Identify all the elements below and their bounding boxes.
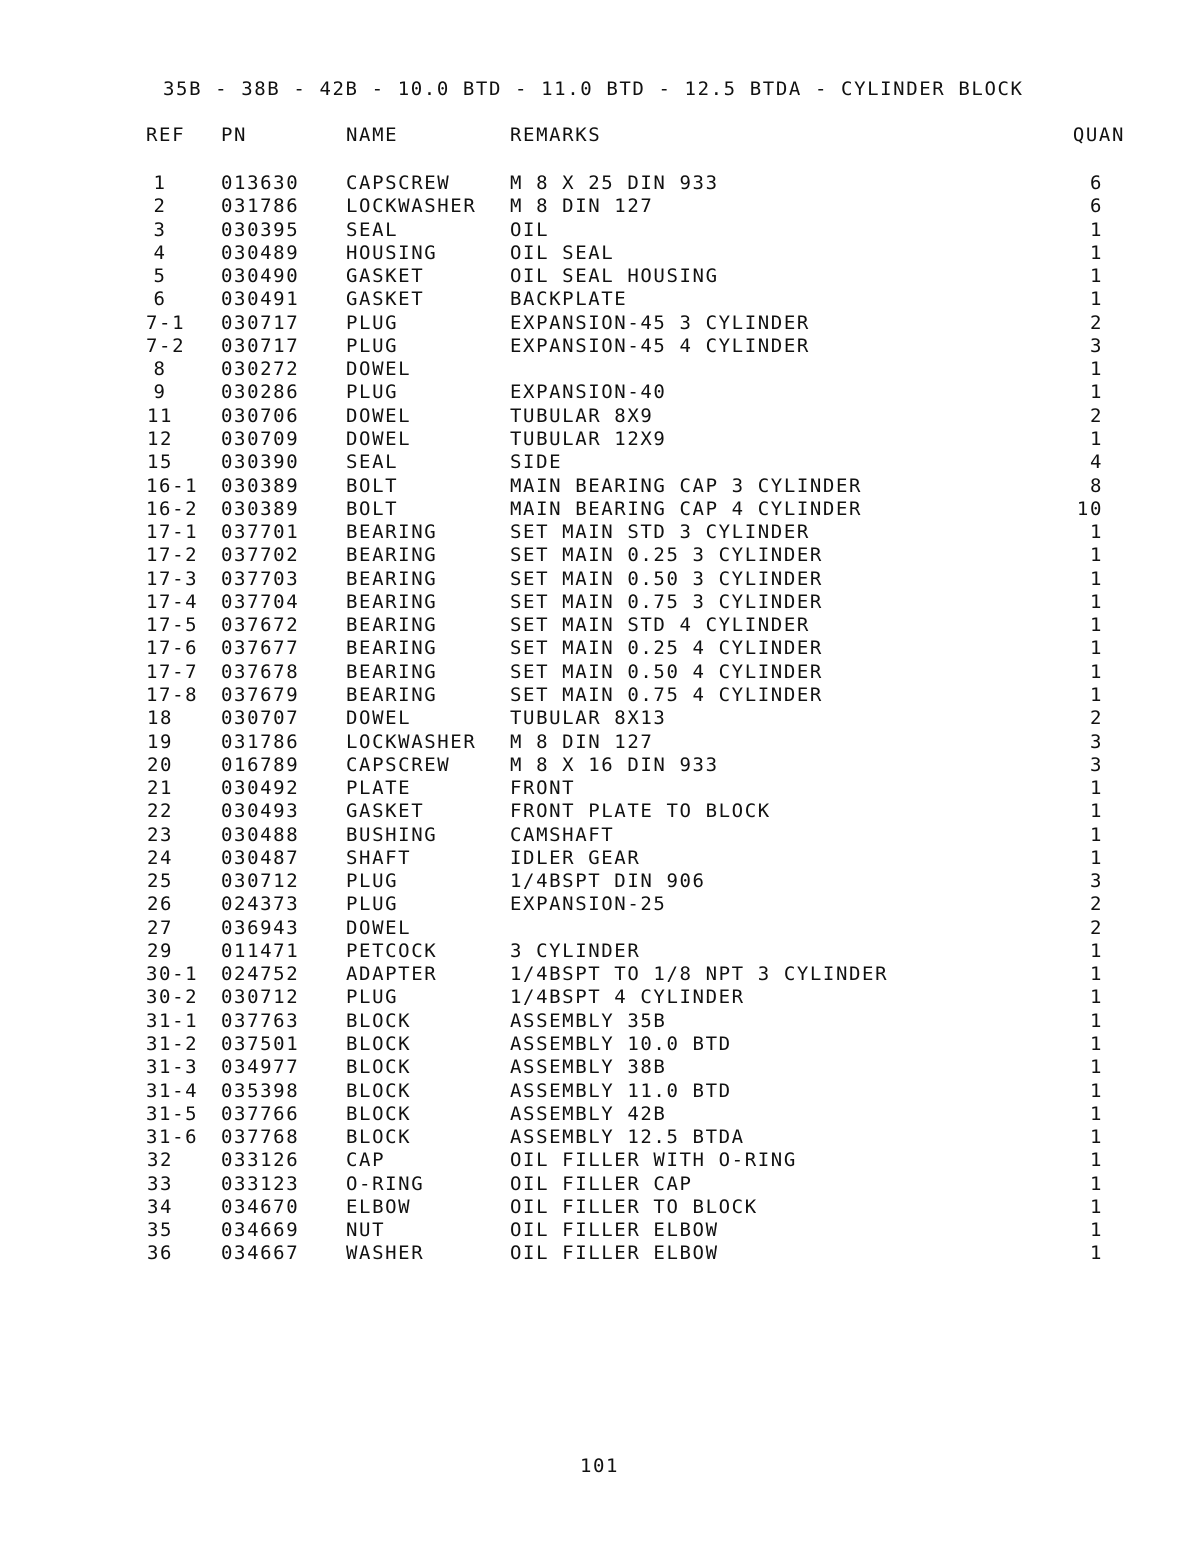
part-quantity: 1 [1089, 660, 1103, 683]
table-row [0, 824, 1199, 847]
table-row [0, 475, 1199, 498]
table-row [0, 917, 1199, 940]
part-number: 034977 [221, 1056, 300, 1079]
part-ref: 32 [146, 1149, 174, 1172]
part-name: LOCKWASHER [346, 195, 477, 218]
part-name: PLUG [346, 381, 399, 404]
part-quantity: 1 [1089, 567, 1103, 590]
part-remarks: SET MAIN STD 4 CYLINDER [510, 614, 810, 637]
part-name: WASHER [346, 1242, 425, 1265]
part-ref: 17-5 [146, 614, 199, 637]
part-ref: 17-8 [146, 683, 199, 706]
part-remarks: SIDE [510, 451, 563, 474]
part-number: 030395 [221, 218, 300, 241]
part-number: 030492 [221, 777, 300, 799]
part-ref: 23 [146, 823, 174, 846]
part-name: O-RING [346, 1172, 425, 1195]
part-ref: 16-2 [146, 497, 199, 520]
part-ref: 12 [146, 428, 174, 450]
table-row [0, 870, 1199, 893]
table-row [0, 521, 1199, 544]
table-row [0, 1103, 1199, 1126]
table-row [0, 661, 1199, 684]
part-remarks: OIL FILLER ELBOW [510, 1242, 719, 1265]
part-remarks: TUBULAR 8X13 [510, 707, 667, 730]
part-number: 030286 [221, 381, 300, 404]
part-remarks: MAIN BEARING CAP 3 CYLINDER [510, 474, 863, 497]
part-ref: 31-2 [146, 1033, 199, 1055]
part-ref: 17-1 [146, 521, 199, 543]
part-quantity: 1 [1089, 218, 1103, 241]
part-quantity: 3 [1089, 753, 1103, 776]
part-name: BEARING [346, 590, 438, 613]
part-name: GASKET [346, 265, 425, 288]
part-remarks: SET MAIN 0.25 3 CYLINDER [510, 544, 823, 567]
table-row [0, 1242, 1199, 1265]
part-name: BOLT [346, 497, 399, 520]
part-quantity: 1 [1089, 358, 1103, 381]
part-quantity: 1 [1089, 777, 1103, 799]
table-row [0, 684, 1199, 707]
part-quantity: 2 [1089, 707, 1103, 730]
table-row [0, 777, 1199, 800]
part-ref: 34 [146, 1195, 174, 1218]
part-remarks: ASSEMBLY 42B [510, 1102, 667, 1125]
part-quantity: 1 [1089, 1033, 1103, 1055]
part-remarks: TUBULAR 8X9 [510, 404, 654, 427]
part-number: 024373 [221, 893, 300, 916]
table-row [0, 1126, 1199, 1149]
part-number: 037704 [221, 590, 300, 613]
part-number: 037672 [221, 614, 300, 637]
table-row [0, 335, 1199, 358]
column-header-remarks: REMARKS [510, 124, 602, 146]
part-name: PLUG [346, 986, 399, 1009]
part-remarks: OIL SEAL [510, 241, 615, 264]
part-number: 037768 [221, 1126, 300, 1149]
part-quantity: 1 [1089, 1242, 1103, 1265]
part-ref: 31-6 [146, 1126, 199, 1149]
part-number: 037763 [221, 1009, 300, 1032]
table-row [0, 195, 1199, 218]
table-row [0, 986, 1199, 1009]
part-number: 030493 [221, 800, 300, 823]
part-quantity: 2 [1089, 893, 1103, 916]
part-ref: 30-1 [146, 963, 199, 986]
part-ref: 27 [146, 916, 174, 939]
part-remarks: M 8 X 25 DIN 933 [510, 172, 719, 194]
table-row [0, 591, 1199, 614]
part-remarks: M 8 DIN 127 [510, 730, 654, 753]
part-quantity: 1 [1089, 1126, 1103, 1149]
column-header-ref: REF [146, 124, 186, 146]
table-row [0, 451, 1199, 474]
part-number: 030489 [221, 241, 300, 264]
part-number: 030490 [221, 265, 300, 288]
part-number: 037677 [221, 637, 300, 660]
part-ref: 7-1 [146, 311, 186, 334]
part-remarks: TUBULAR 12X9 [510, 428, 667, 450]
table-row [0, 265, 1199, 288]
part-quantity: 1 [1089, 1195, 1103, 1218]
part-name: BOLT [346, 474, 399, 497]
part-ref: 18 [146, 707, 174, 730]
part-number: 037702 [221, 544, 300, 567]
part-ref: 6 [153, 288, 167, 311]
part-remarks: IDLER GEAR [510, 846, 641, 869]
part-name: DOWEL [346, 916, 412, 939]
table-row [0, 707, 1199, 730]
table-row [0, 219, 1199, 242]
part-remarks: SET MAIN 0.50 4 CYLINDER [510, 660, 823, 683]
part-name: BUSHING [346, 823, 438, 846]
table-row [0, 800, 1199, 823]
part-ref: 7-2 [146, 334, 186, 357]
part-ref: 2 [153, 195, 167, 218]
part-remarks: SET MAIN 0.25 4 CYLINDER [510, 637, 823, 660]
part-quantity: 1 [1089, 265, 1103, 288]
part-ref: 17-3 [146, 567, 199, 590]
part-quantity: 6 [1089, 195, 1103, 218]
part-remarks: 3 CYLINDER [510, 939, 641, 962]
part-number: 030712 [221, 870, 300, 893]
part-quantity: 10 [1076, 497, 1103, 520]
part-ref: 3 [153, 218, 167, 241]
part-remarks: SET MAIN 0.75 3 CYLINDER [510, 590, 823, 613]
part-ref: 31-3 [146, 1056, 199, 1079]
part-remarks: BACKPLATE [510, 288, 628, 311]
part-remarks: OIL [510, 218, 550, 241]
part-remarks: FRONT PLATE TO BLOCK [510, 800, 771, 823]
part-ref: 17-6 [146, 637, 199, 660]
part-quantity: 1 [1089, 986, 1103, 1009]
part-number: 034669 [221, 1219, 300, 1242]
part-name: CAPSCREW [346, 172, 451, 194]
table-row [0, 312, 1199, 335]
part-remarks: 1/4BSPT DIN 906 [510, 870, 706, 893]
part-number: 030390 [221, 451, 300, 474]
part-ref: 4 [153, 241, 167, 264]
part-remarks: CAMSHAFT [510, 823, 615, 846]
part-number: 036943 [221, 916, 300, 939]
page-title: 35B - 38B - 42B - 10.0 BTD - 11.0 BTD - 12.5 BTDA - CYLINDER BLOCK [163, 78, 1024, 100]
part-number: 030707 [221, 707, 300, 730]
part-number: 034670 [221, 1195, 300, 1218]
part-quantity: 1 [1089, 428, 1103, 450]
part-number: 037501 [221, 1033, 300, 1055]
part-quantity: 3 [1089, 870, 1103, 893]
part-quantity: 1 [1089, 1079, 1103, 1102]
part-quantity: 1 [1089, 590, 1103, 613]
part-number: 037701 [221, 521, 300, 543]
part-quantity: 1 [1089, 381, 1103, 404]
part-quantity: 1 [1089, 963, 1103, 986]
part-name: PLUG [346, 893, 399, 916]
part-number: 030706 [221, 404, 300, 427]
table-row [0, 1056, 1199, 1079]
part-name: BEARING [346, 544, 438, 567]
part-ref: 36 [146, 1242, 174, 1265]
table-row [0, 172, 1199, 195]
part-ref: 8 [153, 358, 167, 381]
part-number: 037679 [221, 683, 300, 706]
part-name: BLOCK [346, 1033, 412, 1055]
part-number: 030712 [221, 986, 300, 1009]
part-remarks: SET MAIN 0.50 3 CYLINDER [510, 567, 823, 590]
table-row [0, 731, 1199, 754]
part-ref: 31-5 [146, 1102, 199, 1125]
part-name: ADAPTER [346, 963, 438, 986]
part-quantity: 2 [1089, 404, 1103, 427]
part-ref: 19 [146, 730, 174, 753]
part-name: BEARING [346, 683, 438, 706]
part-ref: 17-2 [146, 544, 199, 567]
page-number: 101 [579, 1455, 620, 1477]
part-quantity: 3 [1089, 334, 1103, 357]
part-quantity: 1 [1089, 544, 1103, 567]
part-number: 030272 [221, 358, 300, 381]
part-quantity: 2 [1089, 916, 1103, 939]
table-row [0, 358, 1199, 381]
part-number: 037678 [221, 660, 300, 683]
part-ref: 21 [146, 777, 174, 799]
part-name: SHAFT [346, 846, 412, 869]
part-quantity: 1 [1089, 1219, 1103, 1242]
part-ref: 30-2 [146, 986, 199, 1009]
table-row [0, 381, 1199, 404]
part-remarks: 1/4BSPT TO 1/8 NPT 3 CYLINDER [510, 963, 889, 986]
part-remarks: OIL SEAL HOUSING [510, 265, 719, 288]
part-number: 030389 [221, 497, 300, 520]
table-row [0, 288, 1199, 311]
part-name: BLOCK [346, 1009, 412, 1032]
part-number: 016789 [221, 753, 300, 776]
part-number: 033126 [221, 1149, 300, 1172]
table-row [0, 754, 1199, 777]
part-name: SEAL [346, 218, 399, 241]
part-quantity: 1 [1089, 1149, 1103, 1172]
part-number: 035398 [221, 1079, 300, 1102]
part-number: 013630 [221, 172, 300, 194]
part-ref: 24 [146, 846, 174, 869]
part-ref: 17-7 [146, 660, 199, 683]
part-name: HOUSING [346, 241, 438, 264]
part-number: 030709 [221, 428, 300, 450]
part-ref: 15 [146, 451, 174, 474]
part-remarks: ASSEMBLY 10.0 BTD [510, 1033, 732, 1055]
table-row [0, 1149, 1199, 1172]
part-name: BLOCK [346, 1126, 412, 1149]
part-quantity: 1 [1089, 683, 1103, 706]
part-name: PLUG [346, 870, 399, 893]
part-quantity: 3 [1089, 730, 1103, 753]
part-quantity: 1 [1089, 1172, 1103, 1195]
part-number: 030389 [221, 474, 300, 497]
column-header-pn: PN [221, 124, 248, 146]
part-name: BLOCK [346, 1056, 412, 1079]
part-remarks: ASSEMBLY 11.0 BTD [510, 1079, 732, 1102]
table-row [0, 1080, 1199, 1103]
table-row [0, 963, 1199, 986]
part-remarks: EXPANSION-25 [510, 893, 667, 916]
table-row [0, 1219, 1199, 1242]
part-name: PLUG [346, 334, 399, 357]
part-name: DOWEL [346, 428, 412, 450]
table-row [0, 1173, 1199, 1196]
part-ref: 9 [153, 381, 167, 404]
part-ref: 16-1 [146, 474, 199, 497]
part-remarks: OIL FILLER WITH O-RING [510, 1149, 797, 1172]
part-number: 037703 [221, 567, 300, 590]
part-ref: 29 [146, 939, 174, 962]
part-ref: 17-4 [146, 590, 199, 613]
part-remarks: EXPANSION-40 [510, 381, 667, 404]
part-quantity: 1 [1089, 1102, 1103, 1125]
part-remarks: SET MAIN 0.75 4 CYLINDER [510, 683, 823, 706]
part-number: 011471 [221, 939, 300, 962]
part-remarks: SET MAIN STD 3 CYLINDER [510, 521, 810, 543]
table-row [0, 1033, 1199, 1056]
part-quantity: 1 [1089, 241, 1103, 264]
part-name: BEARING [346, 637, 438, 660]
part-ref: 20 [146, 753, 174, 776]
part-quantity: 8 [1089, 474, 1103, 497]
part-number: 030487 [221, 846, 300, 869]
table-row [0, 847, 1199, 870]
part-ref: 35 [146, 1219, 174, 1242]
part-name: GASKET [346, 800, 425, 823]
part-name: LOCKWASHER [346, 730, 477, 753]
part-ref: 1 [153, 172, 167, 194]
part-quantity: 1 [1089, 288, 1103, 311]
table-row [0, 1010, 1199, 1033]
part-name: ELBOW [346, 1195, 412, 1218]
table-row [0, 428, 1199, 451]
part-ref: 31-1 [146, 1009, 199, 1032]
column-header-name: NAME [346, 124, 399, 146]
part-number: 030488 [221, 823, 300, 846]
part-name: DOWEL [346, 707, 412, 730]
part-remarks: 1/4BSPT 4 CYLINDER [510, 986, 745, 1009]
part-remarks: ASSEMBLY 38B [510, 1056, 667, 1079]
part-name: BLOCK [346, 1079, 412, 1102]
part-ref: 33 [146, 1172, 174, 1195]
part-quantity: 1 [1089, 637, 1103, 660]
part-name: BEARING [346, 614, 438, 637]
table-row [0, 893, 1199, 916]
part-name: PETCOCK [346, 939, 438, 962]
part-number: 031786 [221, 730, 300, 753]
part-number: 034667 [221, 1242, 300, 1265]
part-remarks: OIL FILLER CAP [510, 1172, 693, 1195]
table-row [0, 637, 1199, 660]
part-name: PLATE [346, 777, 412, 799]
part-ref: 31-4 [146, 1079, 199, 1102]
table-row [0, 568, 1199, 591]
part-remarks: OIL FILLER TO BLOCK [510, 1195, 758, 1218]
table-row [0, 614, 1199, 637]
part-number: 030717 [221, 334, 300, 357]
part-quantity: 1 [1089, 1009, 1103, 1032]
part-number: 024752 [221, 963, 300, 986]
part-number: 033123 [221, 1172, 300, 1195]
part-quantity: 4 [1089, 451, 1103, 474]
table-row [0, 242, 1199, 265]
part-name: NUT [346, 1219, 386, 1242]
part-remarks: EXPANSION-45 3 CYLINDER [510, 311, 810, 334]
part-quantity: 1 [1089, 939, 1103, 962]
part-quantity: 1 [1089, 521, 1103, 543]
part-name: PLUG [346, 311, 399, 334]
part-number: 037766 [221, 1102, 300, 1125]
part-quantity: 1 [1089, 823, 1103, 846]
part-remarks: M 8 DIN 127 [510, 195, 654, 218]
part-ref: 5 [153, 265, 167, 288]
part-name: SEAL [346, 451, 399, 474]
table-row [0, 498, 1199, 521]
part-ref: 25 [146, 870, 174, 893]
column-header-quan: QUAN [1072, 124, 1125, 146]
part-remarks: EXPANSION-45 4 CYLINDER [510, 334, 810, 357]
table-row [0, 405, 1199, 428]
part-remarks: OIL FILLER ELBOW [510, 1219, 719, 1242]
part-name: DOWEL [346, 358, 412, 381]
part-quantity: 2 [1089, 311, 1103, 334]
part-name: BLOCK [346, 1102, 412, 1125]
part-quantity: 1 [1089, 1056, 1103, 1079]
part-quantity: 1 [1089, 800, 1103, 823]
part-name: DOWEL [346, 404, 412, 427]
part-name: GASKET [346, 288, 425, 311]
table-row [0, 940, 1199, 963]
part-remarks: ASSEMBLY 12.5 BTDA [510, 1126, 745, 1149]
part-ref: 22 [146, 800, 174, 823]
part-quantity: 6 [1089, 172, 1103, 194]
part-number: 030491 [221, 288, 300, 311]
part-remarks: M 8 X 16 DIN 933 [510, 753, 719, 776]
part-name: CAP [346, 1149, 386, 1172]
part-name: BEARING [346, 521, 438, 543]
table-row [0, 544, 1199, 567]
part-remarks: FRONT [510, 777, 576, 799]
part-quantity: 1 [1089, 846, 1103, 869]
part-remarks: ASSEMBLY 35B [510, 1009, 667, 1032]
part-quantity: 1 [1089, 614, 1103, 637]
part-ref: 11 [146, 404, 174, 427]
part-number: 031786 [221, 195, 300, 218]
part-name: CAPSCREW [346, 753, 451, 776]
part-remarks: MAIN BEARING CAP 4 CYLINDER [510, 497, 863, 520]
table-row [0, 1196, 1199, 1219]
part-number: 030717 [221, 311, 300, 334]
part-name: BEARING [346, 660, 438, 683]
part-name: BEARING [346, 567, 438, 590]
part-ref: 26 [146, 893, 174, 916]
table-header [0, 124, 1199, 147]
